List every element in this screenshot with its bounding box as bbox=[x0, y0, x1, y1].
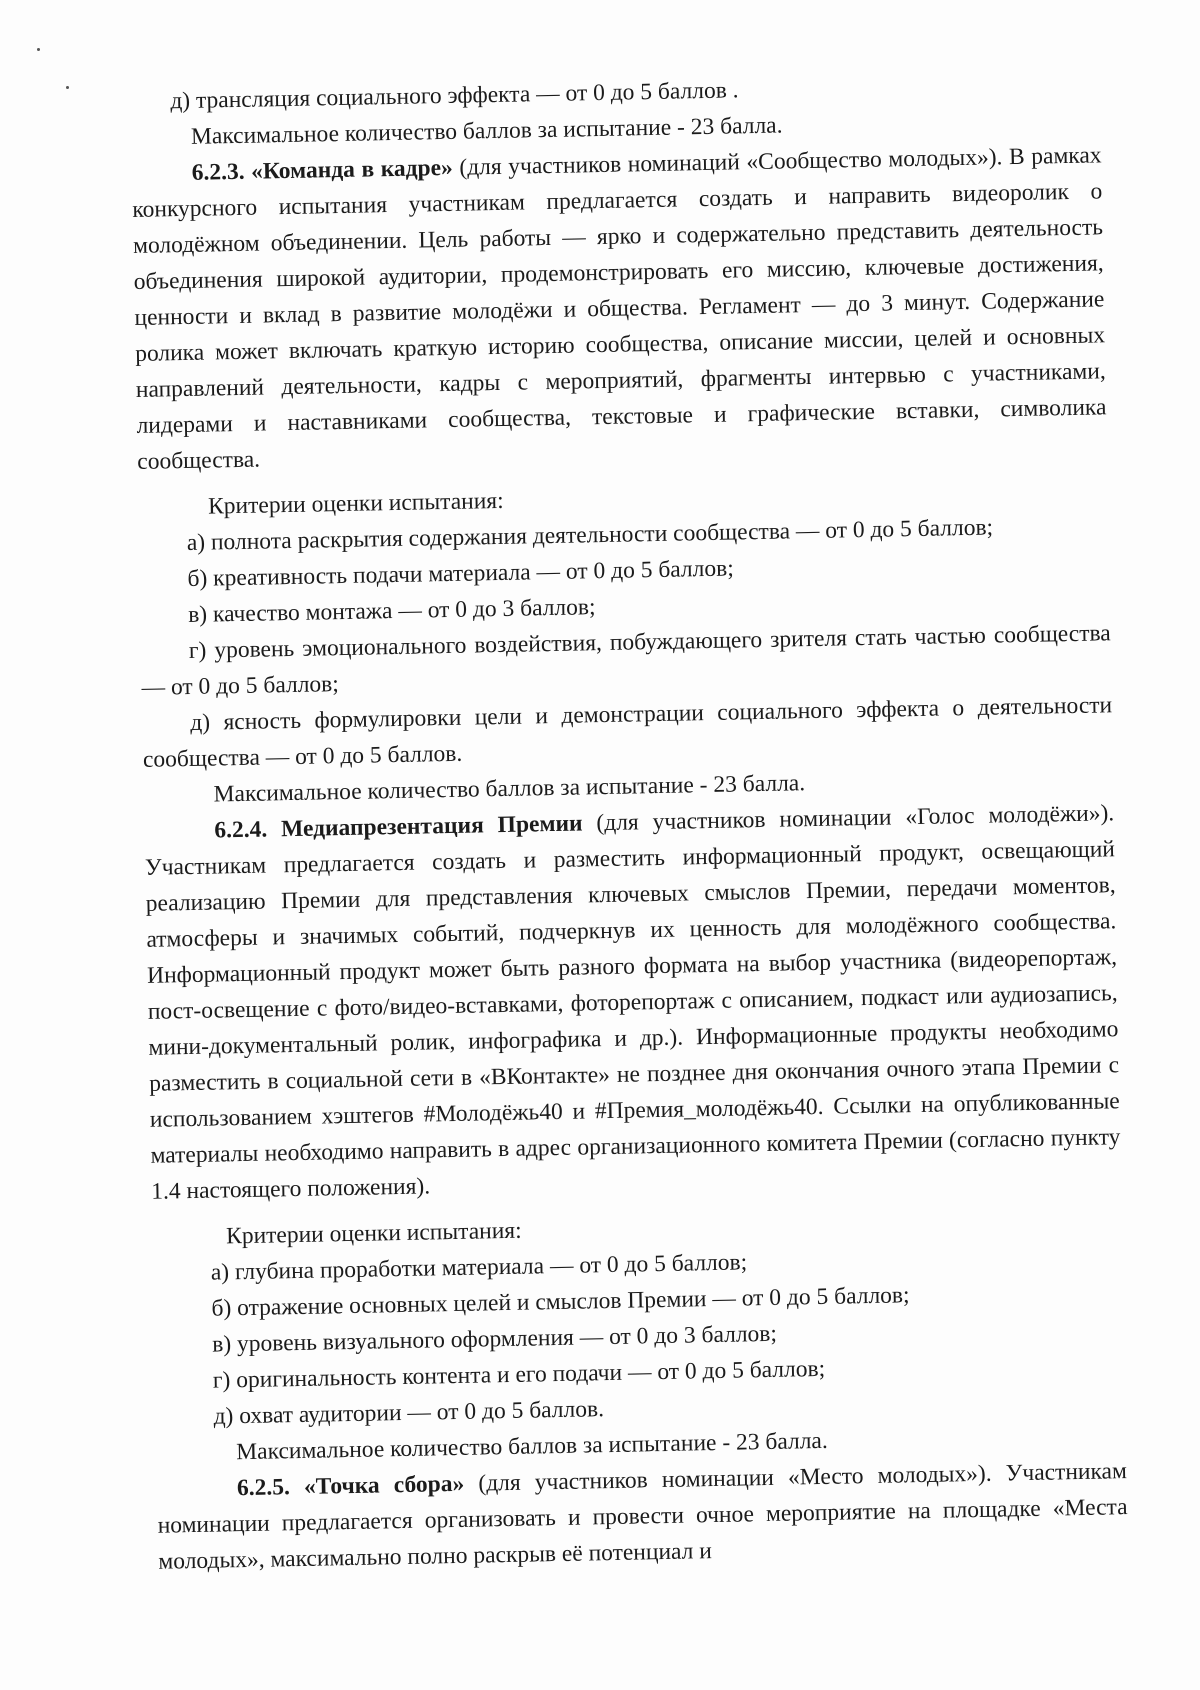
criterion-item: б) креативность подачи материала — от 0 до 5 баллов; bbox=[187, 555, 734, 592]
criteria-heading: Критерии оценки испытания: bbox=[207, 487, 504, 520]
criterion-item: д) ясность формулировки цели и демонстрации социального эффекта о деятельности сообщества — от 0 до 5 баллов. bbox=[142, 692, 1113, 773]
max-score-line: Максимальное количество баллов за испытание - 23 балла. bbox=[213, 770, 806, 808]
section-title: «Точка сбора» bbox=[303, 1470, 465, 1500]
criterion-item: б) отражение основных целей и смыслов Премии — от 0 до 5 баллов; bbox=[211, 1282, 910, 1322]
max-score-line: Максимальное количество баллов за испытание - 23 балла. bbox=[190, 112, 783, 150]
section-6-2-3 bbox=[131, 137, 1107, 480]
scan-speck bbox=[37, 48, 40, 51]
section-number: 6.2.5. bbox=[236, 1474, 291, 1502]
section-text: (для участников номинаций «Сообщество молодых»). В рамках конкурсного испытания участникам предлагается создать и направить видеоролик о молодёжном объединении. Цель работы — ярко и содержательно представить деятельность объединения широкой аудитории, продемонстрировать его миссию, ключевые достижения, ценности и вклад в развитие молодёжи и общества. Регламент — до 3 минут. Содержание ролика может включать краткую историю сообщества, описание миссии, целей и основных направлений деятельности, кадры с мероприятий, фрагменты интервью с участниками, лидерами и наставниками сообщества, текстовые и графические вставки, символика сообщества. bbox=[132, 142, 1107, 475]
section-title: «Команда в кадре» bbox=[250, 154, 454, 185]
max-score-line: Максимальное количество баллов за испытание - 23 балла. bbox=[236, 1427, 828, 1466]
document-body bbox=[130, 65, 1129, 1579]
scan-speck bbox=[66, 86, 69, 89]
criterion-item: а) полнота раскрытия содержания деятельности сообщества — от 0 до 5 баллов; bbox=[186, 514, 994, 556]
criterion-item: а) глубина проработки материала — от 0 до 5 баллов; bbox=[210, 1249, 748, 1286]
section-number: 6.2.3. bbox=[191, 158, 245, 186]
criterion-item: в) уровень визуального оформления — от 0 до 3 баллов; bbox=[211, 1320, 778, 1358]
criterion-item: г) оригинальность контента и его подачи — от 0 до 5 баллов; bbox=[212, 1355, 826, 1394]
section-number: 6.2.4. bbox=[214, 816, 268, 844]
section-text: (для участников номинации «Место молодых»). Участникам номинации предлагается организовать и провести очное мероприятие на площадке «Места молодых», максимально полно раскрыв её потенциал и bbox=[157, 1458, 1128, 1575]
section-title: Медиапрезентация Премии bbox=[280, 810, 583, 843]
criterion-item: д) трансляция социального эффекта — от 0 до 5 баллов . bbox=[170, 77, 739, 115]
section-6-2-5 bbox=[157, 1453, 1129, 1580]
section-text: (для участников номинации «Голос молодёжи»). Участникам предлагается создать и разместить информационный продукт, освещающий реализацию Премии для представления ключевых смыслов Премии, передачи моментов, атмосферы и значимых событий, подчеркнув их ценность для молодёжного сообщества. Информационный продукт может быть разного формата на выбор участника (видеорепортаж, пост-освещение с фото/видео-вставками, фоторепортаж с описанием, подкаст или аудиозапись, мини-документальный ролик, инфографика и др.). Информационные продукты необходимо разместить в социальной сети в «ВКонтакте» не позднее дня окончания очного этапа Премии с использованием хэштегов #Молодёжь40 и #Премия_молодёжь40. Ссылки на опубликованные материалы необходимо направить в адрес организационного комитета Премии (согласно пункту 1.4 настоящего положения). bbox=[144, 800, 1121, 1205]
section-6-2-4 bbox=[144, 795, 1121, 1210]
criterion-item: г) уровень эмоционального воздействия, побуждающего зрителя стать частью сообщества — от 0 до 5 баллов; bbox=[141, 620, 1111, 701]
criteria-heading: Критерии оценки испытания: bbox=[225, 1217, 522, 1250]
criterion-item: д) охват аудитории — от 0 до 5 баллов. bbox=[213, 1396, 605, 1430]
criterion-item: в) качество монтажа — от 0 до 3 баллов; bbox=[187, 594, 596, 628]
